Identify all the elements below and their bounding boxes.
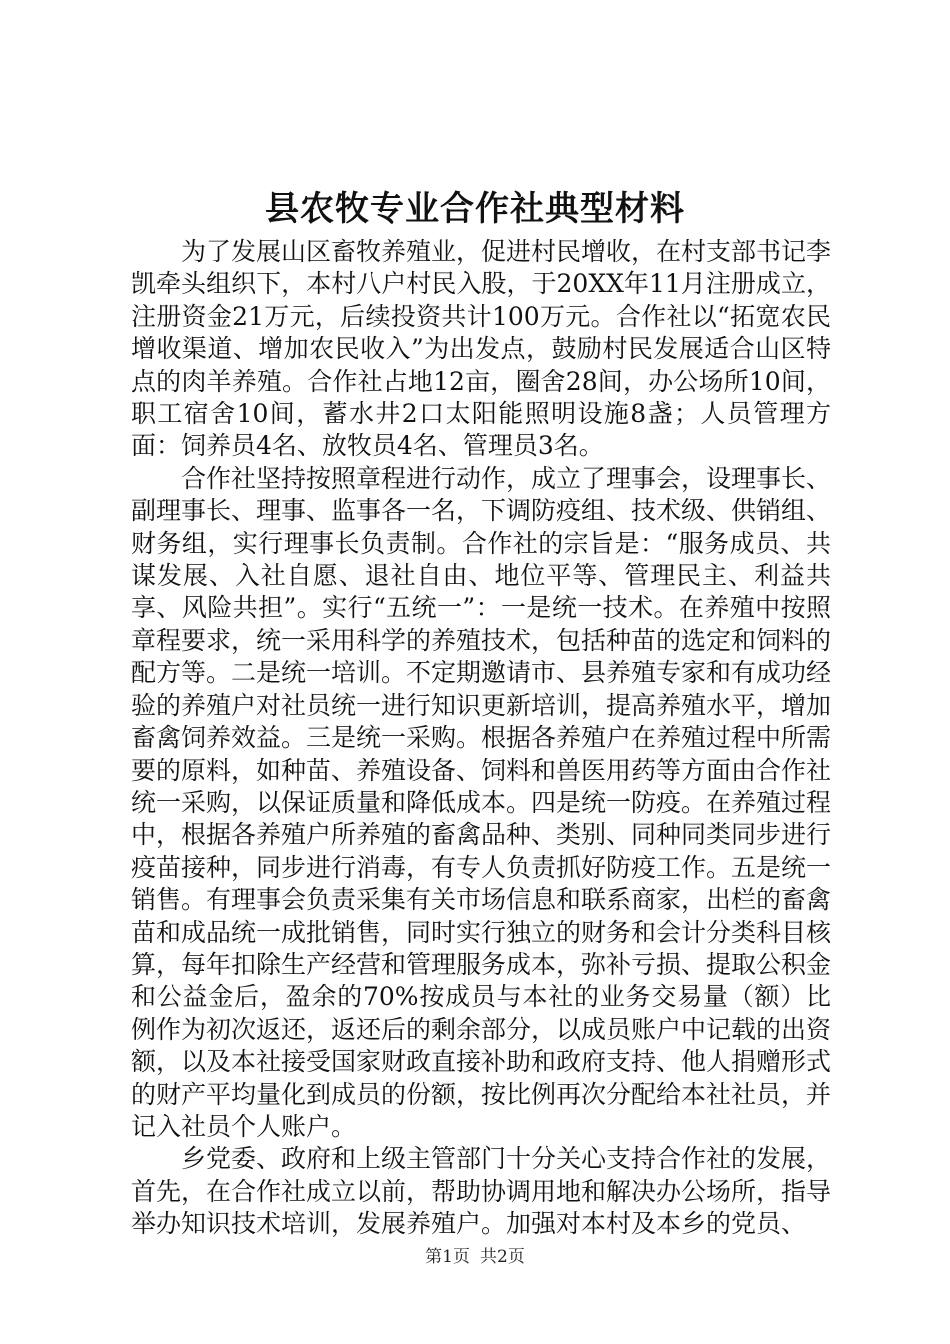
page-total: 共2页 — [480, 1247, 525, 1267]
document-body — [131, 236, 831, 1241]
paragraph-government-support: 乡党委、政府和上级主管部门十分关心支持合作社的发展，首先，在合作社成立以前，帮助协调用地和解决办公场所，指导举办知识技术培训，发展养殖户。加强对本村及本乡的党员、 — [131, 1144, 832, 1239]
page-footer — [0, 1245, 950, 1269]
paragraph-management: 合作社坚持按照章程进行动作，成立了理事会，设理事长、副理事长、理事、监事各一名，下调防疫组、技术级、供销组、财务组，实行理事长负责制。合作社的宗旨是：“服务成员、共谋发展、入社自愿、退社自由、地位平等、管理民主、利益共享、风险共担”。实行“五统一”：一是统一技术。在养殖中按照章程要求，统一采用科学的养殖技术，包括种苗的选定和饲料的配方等。二是统一培训。不定期邀请市、县养殖专家和有成功经验的养殖户对社员统一进行知识更新培训，提高养殖水平，增加畜禽饲养效益。三是统一采购。根据各养殖户在养殖过程中所需要的原料，如种苗、养殖设备、饲料和兽医用药等方面由合作社统一采购，以保证质量和降低成本。四是统一防疫。在养殖过程中，根据各养殖户所养殖的畜禽品种、类别、同种同类同步进行疫苗接种，同步进行消毒，有专人负责抓好防疫工作。五是统一销售。有理事会负责采集有关市场信息和联系商家，出栏的畜禽苗和成品统一成批销售，同时实行独立的财务和会计分类科目核算，每年扣除生产经营和管理服务成本，弥补亏损、提取公积金和公益金后，盈余的70%按成员与本社的业务交易量（额）比例作为初次返还，返还后的剩余部分，以成员账户中记载的出资额，以及本社接受国家财政直接补助和政府支持、他人捐赠形式的财产平均量化到成员的份额，按比例再次分配给本社社员，并记入社员个人账户。 — [131, 463, 832, 1141]
page-number: 第1页 — [425, 1247, 470, 1267]
document-title: 县农牧专业合作社典型材料 — [265, 189, 685, 229]
paragraph-founding: 为了发展山区畜牧养殖业，促进村民增收，在村支部书记李凯牵头组织下，本村八户村民入股，于20XX年11月注册成立，注册资金21万元，后续投资共计100万元。合作社以“拓宽农民增收渠道、增加农民收入”为出发点，鼓励村民发展适合山区特点的肉羊养殖。合作社占地12亩，圈舍28间，办公场所10间，职工宿舍10间，蓄水井2口太阳能照明设施8盏；人员管理方面：饲养员4名、放牧员4名、管理员3名。 — [131, 237, 832, 461]
